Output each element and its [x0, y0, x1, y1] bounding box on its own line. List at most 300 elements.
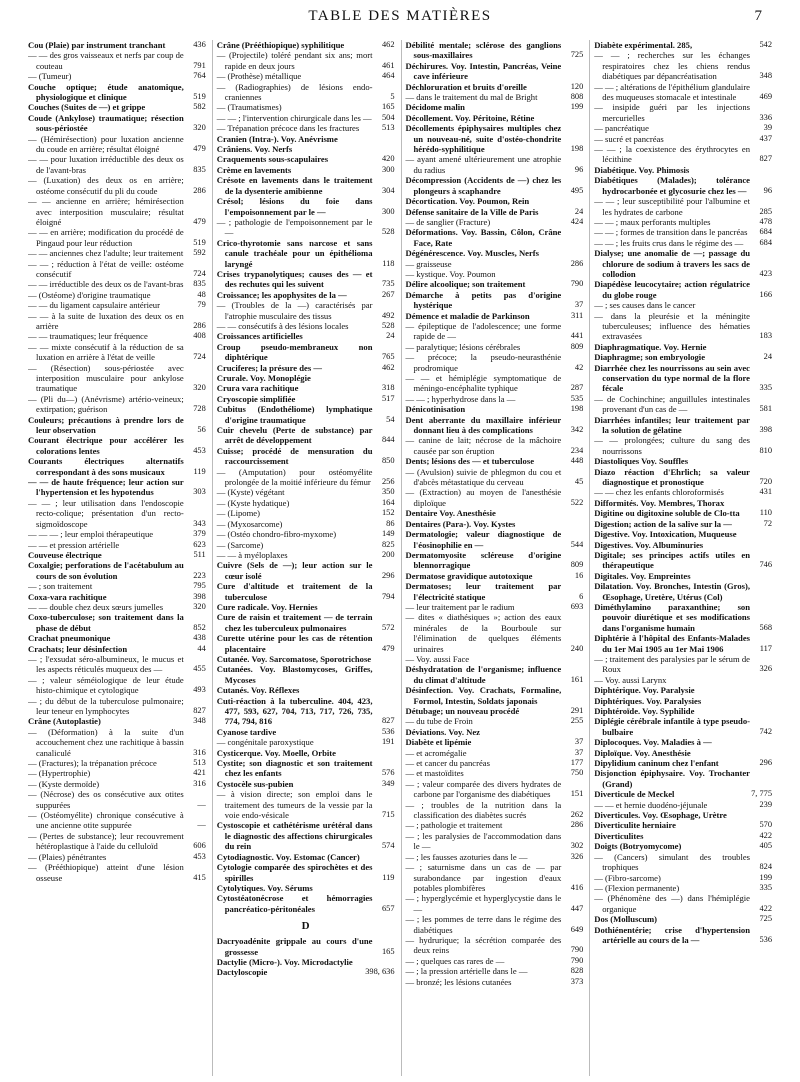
- index-entry-text: — épileptique de l'adolescence; une forme rapide de —: [405, 320, 562, 342]
- index-entry: [28, 435, 206, 456]
- index-entry-text: — — des gros vaisseaux et nerfs par coup de couteau: [28, 50, 184, 71]
- index-entry: [406, 342, 584, 352]
- index-entry-text: Cubitus (Endothéliome) lymphatique d'origine traumatique: [216, 404, 373, 425]
- index-entry-page: 408: [193, 331, 206, 341]
- index-entry-text: — canine de lait; nécrose de la mâchoire causée par son éruption: [405, 435, 562, 456]
- index-entry-page: 151: [570, 789, 584, 799]
- index-entry-text: — dans la pleurésie et la méningite tuberculeuses; influence des hématies extravasées: [594, 310, 750, 342]
- index-entry-page: 223: [193, 570, 206, 580]
- index-entry-page: 765: [381, 352, 395, 362]
- index-entry-text: Crâne (Autoplastie): [28, 716, 101, 727]
- index-entry-text: — (Flexion permanente): [594, 882, 680, 893]
- index-entry: [28, 113, 206, 134]
- page-number: 7: [754, 8, 762, 24]
- index-entry-text: Crâniens. Voy. Nerfs: [216, 144, 293, 155]
- index-entry-page: 286: [570, 258, 584, 268]
- index-entry-text: — paralytique; lésions cérébrales: [405, 341, 521, 352]
- index-entry-text: — — ; formes de transition dans le pancréas: [594, 227, 748, 238]
- index-entry: [28, 248, 206, 258]
- index-entry-text: Digitine ou digitoxine soluble de Clo-tta: [594, 508, 740, 519]
- index-entry: [406, 571, 584, 581]
- index-entry: [406, 196, 584, 206]
- index-entry-page: 199: [759, 872, 772, 882]
- index-entry-text: Dialyse; une anomalie de —; passage du chlorure de sodium à travers les sacs de collodion: [594, 248, 750, 279]
- index-entry: [28, 50, 206, 71]
- index-entry-page: 623: [193, 539, 206, 549]
- index-entry-page: 808: [570, 92, 584, 102]
- index-entry-text: — (Ostéo chondro-fibro-myxome): [216, 529, 337, 540]
- index-entry: [406, 956, 584, 966]
- index-entry: [594, 914, 772, 924]
- index-entry-page: 24: [574, 206, 584, 216]
- index-entry-page: 795: [193, 581, 206, 591]
- index-entry: [28, 175, 206, 196]
- index-entry: [28, 862, 206, 883]
- index-entry-page: 303: [193, 487, 206, 497]
- index-entry-text: Cure radicale. Voy. Hernies: [216, 601, 318, 612]
- index-entry-page: 285: [759, 206, 772, 216]
- index-entry: [217, 498, 395, 508]
- index-entry-text: — (Phénomène des —) dans l'hémiplégie organique: [594, 893, 750, 914]
- index-entry-page: 56: [197, 425, 206, 435]
- index-entry-page: 199: [570, 102, 584, 112]
- index-entry-text: Crico-thyrotomie sans narcose et sans canule trachéale pour un épithélioma laryngé: [216, 237, 373, 269]
- index-entry-page: 453: [193, 851, 206, 861]
- index-entry: [217, 363, 395, 373]
- index-entry-text: — kystique. Voy. Poumon: [405, 268, 496, 279]
- index-entry-text: — (Résection) sous-périostée avec interposition musculaire pour ankylose traumatique: [28, 362, 184, 394]
- index-entry-text: — — et hémiplégie symptomatique de méningo-encéphalite typhique: [405, 373, 562, 394]
- index-entry-page: 764: [193, 71, 206, 81]
- index-entry-text: — ; traitement des paralysies par le sérum de Roux: [594, 653, 750, 675]
- index-entry-page: 582: [193, 102, 206, 112]
- index-entry: [217, 862, 395, 883]
- index-entry: [217, 508, 395, 518]
- index-entry-page: 469: [759, 92, 772, 102]
- index-entry-page: 462: [381, 362, 395, 372]
- index-entry-page: 720: [759, 477, 772, 487]
- index-entry-page: 311: [570, 310, 584, 320]
- index-entry-text: — ; ses causes dans le cancer: [594, 300, 696, 311]
- index-entry: [594, 540, 772, 550]
- index-entry: [217, 269, 395, 290]
- index-entry: [28, 290, 206, 300]
- index-entry-text: Décollement. Voy. Péritoine, Rétine: [405, 112, 535, 123]
- index-entry-page: 200: [381, 549, 395, 559]
- index-entry: [28, 768, 206, 778]
- index-entry: [406, 550, 584, 571]
- index-entry: [217, 144, 395, 154]
- index-entry: [406, 259, 584, 269]
- index-entry-text: — (Avulsion) suivie de phlegmon du cou et d'abcès métastatique du cerveau: [405, 466, 562, 488]
- index-entry: [406, 779, 584, 800]
- index-entry-text: — (Luxation) des deux os en arrière; ostéome consécutif du pli du coude: [28, 175, 184, 196]
- index-entry: [406, 415, 584, 436]
- index-entry: [594, 300, 772, 310]
- index-entry-text: Digestive. Voy. Intoxication, Muqueuse: [594, 529, 737, 540]
- index-entry: [28, 581, 206, 591]
- page-title: TABLE DES MATIÈRES: [308, 8, 492, 24]
- index-entry: [217, 134, 395, 144]
- index-entry-text: — — ; leur utilisation dans l'endoscopie recto-colique; présentation d'un recto-sigmoïdoscope: [28, 497, 184, 529]
- index-entry-page: 568: [759, 622, 772, 632]
- index-entry-text: — Voy. aussi Face: [405, 653, 470, 664]
- index-entry-text: — congénitale paroxystique: [216, 737, 314, 748]
- index-entry-page: 326: [759, 664, 772, 674]
- index-entry-page: 827: [759, 154, 772, 164]
- index-entry-page: 96: [763, 185, 772, 195]
- index-entry-page: 240: [570, 643, 584, 653]
- index-entry-page: 318: [381, 383, 395, 393]
- index-entry: [406, 113, 584, 123]
- index-entry: [217, 529, 395, 539]
- index-entry-page: 536: [759, 934, 772, 944]
- index-entry-page: 715: [381, 810, 395, 820]
- index-columns: [28, 40, 772, 1076]
- index-entry-text: Détubage; un nouveau procédé: [405, 706, 520, 716]
- index-column-4: [589, 40, 772, 1076]
- index-entry: [217, 602, 395, 612]
- index-entry-page: 479: [193, 216, 206, 226]
- index-entry-text: — — ; la coexistence des érythrocytes en lécithine: [594, 144, 750, 165]
- index-entry-text: — — ; l'intervention chirurgicale dans les —: [216, 112, 372, 123]
- index-entry-text: Déviations. Voy. Nez: [405, 726, 480, 737]
- index-entry-page: 479: [193, 144, 206, 154]
- index-entry-page: 405: [759, 841, 772, 851]
- index-entry-text: — — pour luxation irréductible des deux os de l'avant-bras: [28, 154, 184, 175]
- index-entry: [28, 82, 206, 103]
- index-entry-text: Dermatose gravidique autotoxique: [405, 570, 533, 581]
- index-entry: [28, 758, 206, 768]
- index-entry: [217, 820, 395, 851]
- index-entry-text: — — irréductible des deux os de l'avant-bras: [28, 279, 184, 290]
- index-entry: [217, 758, 395, 779]
- index-entry: [594, 311, 772, 342]
- index-entry-text: Croissances artificielles: [216, 331, 303, 342]
- index-entry: [28, 529, 206, 539]
- index-entry-text: Cuisse; procédé de mensuration du raccourcissement: [216, 445, 373, 467]
- index-entry: [217, 540, 395, 550]
- index-entry-page: 398: [759, 425, 772, 435]
- index-entry: [217, 321, 395, 331]
- index-entry-text: Doigts (Botryomycome): [594, 841, 682, 852]
- index-entry: [28, 654, 206, 675]
- index-entry-page: 117: [759, 643, 772, 653]
- index-entry: [594, 40, 772, 50]
- index-entry-page: 462: [381, 40, 395, 49]
- index-entry-text: — (Plaies) pénétrantes: [28, 851, 107, 862]
- index-entry: [28, 415, 206, 436]
- index-entry: [217, 425, 395, 446]
- index-entry-text: — — ancienne en arrière; hémirésection avec interposition musculaire; résultat éloigné: [28, 196, 184, 227]
- index-entry-text: Couveuse électrique: [28, 549, 102, 560]
- index-entry: [217, 664, 395, 685]
- index-entry-text: Diapédèse leucocytaire; action régulatrice du globe rouge: [594, 279, 750, 300]
- index-entry-text: Cuti-réaction à la tuberculine. 404, 423, 477, 593, 627, 704, 713, 717, 726, 735, 774, 794, 816: [216, 695, 373, 727]
- index-entry: [28, 540, 206, 550]
- index-entry-page: 119: [382, 872, 395, 882]
- index-entry-text: — ; l'exsudat séro-albumineux, le mucus et les aspects réticulés muqueux des —: [28, 653, 184, 675]
- index-entry-page: 164: [381, 497, 395, 507]
- index-entry-text: — ; hyperglycémie et hyperglycystie dans le —: [405, 893, 562, 914]
- index-entry-page: 431: [759, 487, 772, 497]
- index-entry: [406, 768, 584, 778]
- index-entry: [594, 227, 772, 237]
- index-entry-page: 606: [193, 841, 206, 851]
- index-entry-page: 7, 775: [751, 789, 772, 799]
- index-entry: [217, 102, 395, 112]
- index-entry-text: — — et pression artérielle: [28, 539, 120, 550]
- index-entry-text: Diastoliques Voy. Souffles: [594, 456, 689, 467]
- index-entry-text: Débilité mentale; sclérose des ganglions sous-maxillaires: [405, 40, 562, 61]
- index-entry: [217, 217, 395, 238]
- index-entry: [594, 696, 772, 706]
- index-entry: [217, 50, 395, 71]
- page-header: [0, 8, 800, 30]
- index-entry-text: Couleurs; précautions à prendre lors de leur observation: [28, 414, 184, 436]
- index-entry-page: 657: [381, 903, 395, 913]
- index-entry: [217, 685, 395, 695]
- index-entry-text: — ; les fausses azoturies dans le —: [405, 851, 528, 862]
- index-entry-page: 416: [570, 882, 584, 892]
- index-entry-text: Dents; lésions des — et tuberculose: [405, 456, 535, 467]
- index-entry: [594, 279, 772, 300]
- index-entry: [406, 800, 584, 821]
- index-entry: [406, 664, 584, 685]
- index-entry-page: 810: [759, 445, 772, 455]
- index-entry-text: Curette utérine pour les cas de rétention placentaire: [216, 633, 373, 654]
- index-entry: [594, 519, 772, 529]
- index-entry-text: Couche optique; étude anatomique, physiologique et clinique: [28, 81, 184, 103]
- index-entry: [406, 279, 584, 289]
- index-entry-page: 287: [570, 383, 584, 393]
- index-entry: [406, 102, 584, 112]
- index-entry-text: — et acromégalie: [405, 747, 467, 758]
- index-entry-text: — (Nécrose) des os consécutive aux otites suppurées: [28, 789, 184, 810]
- index-entry: [406, 352, 584, 373]
- index-entry-text: — du tube de Froin: [405, 716, 473, 727]
- index-entry-page: 421: [193, 768, 206, 778]
- index-entry: [217, 550, 395, 560]
- index-entry-text: Cranien (Intra-). Voy. Anévrisme: [216, 133, 338, 144]
- index-entry-text: — insipide guéri par les injections mercurielles: [594, 102, 750, 123]
- index-entry-text: Dentaire Voy. Anesthésie: [405, 508, 496, 519]
- index-entry: [406, 40, 584, 61]
- index-entry: [594, 498, 772, 508]
- index-entry: [406, 893, 584, 914]
- index-entry: [217, 196, 395, 217]
- index-entry-text: — — à myéloplaxes: [216, 549, 288, 560]
- index-entry: [217, 893, 395, 914]
- index-entry: [594, 238, 772, 248]
- index-entry-text: Diphtérie à l'hôpital des Enfants-Malades du 1er Mai 1905 au 1er Mai 1906: [594, 633, 750, 654]
- index-entry-text: Disjonction épiphysaire. Voy. Trochanter (Grand): [594, 768, 750, 789]
- index-entry-page: 649: [570, 924, 584, 934]
- index-entry-text: Cou (Plaie) par instrument tranchant: [28, 40, 166, 50]
- index-entry-text: Décompression (Accidents de —) chez les plongeurs à scaphandre: [405, 175, 562, 196]
- index-entry-page: 504: [381, 112, 395, 122]
- index-entry-text: Coxo-tuberculose; son traitement dans la phase de début: [28, 612, 184, 633]
- index-entry-text: Cytolytiques. Voy. Sérums: [216, 882, 313, 893]
- index-entry-text: Crurale. Voy. Monoplégie: [216, 373, 311, 383]
- index-entry-text: Diverticulites: [594, 830, 644, 841]
- index-entry-page: 495: [570, 185, 584, 195]
- index-entry: [217, 779, 395, 789]
- index-entry: [217, 373, 395, 383]
- index-entry: [28, 40, 206, 50]
- index-entry: [406, 248, 584, 258]
- index-entry: [217, 883, 395, 893]
- index-entry-text: — (Ostéome) d'origine traumatique: [28, 289, 151, 300]
- index-entry-text: — ; valeur comparée des divers hydrates de carbone par l'organisme des diabétiques: [405, 778, 562, 800]
- index-entry-page: 234: [570, 445, 584, 455]
- index-entry: [594, 508, 772, 518]
- index-entry-text: — (Tumeur): [28, 71, 72, 82]
- index-entry-text: — ; quelques cas rares de —: [405, 955, 505, 966]
- index-entry: [28, 696, 206, 717]
- index-entry-text: — (Troubles de la —) caractérisés par l'atrophie musculaire des tissus: [216, 300, 373, 321]
- index-entry-text: — — ; maux perforants multiples: [594, 216, 711, 227]
- index-entry-page: 728: [193, 404, 206, 414]
- index-entry-text: Diverticulite herniaire: [594, 820, 676, 831]
- index-entry-page: 436: [193, 40, 206, 49]
- index-entry-text: — pancréatique: [594, 123, 649, 134]
- index-entry: [28, 102, 206, 112]
- index-entry-text: — (Prééthiopique) atteint d'une lésion osseuse: [28, 862, 184, 883]
- index-entry-text: Dent aberrante du maxillaire inférieur donnant lieu à des complications: [405, 414, 562, 436]
- index-entry-page: 300: [381, 206, 395, 216]
- index-entry-page: 326: [570, 851, 584, 861]
- index-entry-page: 335: [759, 882, 772, 892]
- index-entry-text: Crachat pneumonique: [28, 633, 111, 644]
- index-entry-page: 286: [193, 320, 206, 330]
- index-entry: [217, 654, 395, 664]
- index-entry-page: 461: [381, 60, 395, 70]
- index-entry: [594, 415, 772, 436]
- index-entry-page: 479: [381, 643, 395, 653]
- index-entry-page: 39: [763, 123, 772, 133]
- index-entry-text: Courant électrique pour accélérer les colorations lentes: [28, 435, 184, 456]
- index-entry-page: 725: [759, 914, 772, 924]
- index-entry-text: Digitales. Voy. Empreintes: [594, 570, 691, 581]
- index-entry-page: 320: [193, 123, 206, 133]
- index-entry-page: 750: [570, 768, 584, 778]
- index-entry-page: 437: [759, 133, 772, 143]
- index-entry-page: 79: [197, 300, 206, 310]
- index-entry-text: Coxa-vara rachitique: [28, 591, 107, 602]
- index-entry: [406, 685, 584, 706]
- index-entry-page: 735: [381, 279, 395, 289]
- index-entry-text: Cryoscopie simplifiée: [216, 393, 296, 404]
- index-entry-text: Cuivre (Sels de —); leur action sur le cœur isolé: [216, 560, 373, 581]
- index-entry-text: — (Radiographies) de lésions endo-craniennes: [216, 81, 373, 103]
- index-entry: [594, 716, 772, 737]
- index-entry-text: Cutanées. Voy. Blastomycoses, Griffes, Mycoses: [216, 664, 373, 685]
- index-entry-text: Diabète et lipémie: [405, 737, 472, 748]
- index-entry: [594, 435, 772, 456]
- index-entry-text: — sucré et pancréas: [594, 133, 664, 144]
- index-entry: [217, 300, 395, 321]
- index-entry-page: 513: [193, 758, 206, 768]
- index-entry-text: Diabétiques (Malades); tolérance hydrocarbonée et glycosurie chez les —: [594, 175, 750, 196]
- index-entry-text: — (Amputation) pour ostéomyélite prolongée de la moitié inférieure du fémur: [216, 466, 373, 488]
- index-entry-page: 574: [381, 841, 395, 851]
- index-entry-page: 825: [381, 539, 395, 549]
- index-entry-text: — (Sarcome): [216, 539, 264, 550]
- index-entry-text: — hydrurique; la sécrétion comparée des deux reins: [405, 934, 562, 956]
- index-entry-text: Diabète expérimental. 285,: [594, 40, 693, 50]
- index-entry: [594, 748, 772, 758]
- index-entry-page: 166: [759, 289, 772, 299]
- index-entry-page: 581: [759, 404, 772, 414]
- index-entry: [217, 331, 395, 341]
- index-entry: [594, 841, 772, 851]
- index-entry: [406, 914, 584, 935]
- index-entry-page: 152: [381, 508, 395, 518]
- index-entry-text: — ; son traitement: [28, 581, 93, 592]
- index-entry-page: 827: [381, 716, 395, 726]
- index-entry: [28, 71, 206, 81]
- index-entry-text: — (Fibro-sarcome): [594, 872, 661, 883]
- index-entry-page: 24: [386, 331, 395, 341]
- index-entry-text: Démence et maladie de Parkinson: [405, 310, 530, 321]
- index-entry-page: 72: [763, 518, 772, 528]
- index-entry-text: — — double chez deux sœurs jumelles: [28, 601, 164, 612]
- index-entry-page: 453: [193, 445, 206, 455]
- index-entry-text: — — ; leur susceptibilité pour l'albumine et les hydrates de carbone: [594, 196, 750, 217]
- index-entry: [217, 467, 395, 488]
- index-entry-text: Courants électriques alternatifs correspondant à des sons musicaux: [28, 456, 184, 477]
- index-entry: [594, 581, 772, 602]
- index-entry-text: Difformités. Voy. Membres, Thorax: [594, 497, 725, 508]
- index-entry: [406, 227, 584, 248]
- index-entry-text: — et cancer du pancréas: [405, 758, 490, 769]
- index-entry: [217, 612, 395, 633]
- index-entry-text: Digestives. Voy. Albuminuries: [594, 539, 704, 550]
- index-entry-page: 493: [193, 685, 206, 695]
- index-entry: [406, 487, 584, 508]
- index-entry-text: Déchirures. Voy. Intestin, Pancréas, Veine cave inférieure: [405, 60, 562, 82]
- index-entry: [217, 394, 395, 404]
- index-entry-page: 725: [570, 50, 584, 60]
- index-entry-page: 349: [381, 778, 395, 788]
- index-entry-page: 809: [570, 560, 584, 570]
- index-entry: [406, 519, 584, 529]
- index-entry: [594, 175, 772, 196]
- index-entry-text: Dacryoadénite grippale au cours d'une grossesse: [216, 936, 373, 957]
- index-entry: [406, 207, 584, 217]
- index-entry-text: — (Projectile) toléré pendant six ans; mort rapide en deux jours: [216, 50, 373, 71]
- index-entry-text: Diplocoques. Voy. Maladies à —: [594, 737, 712, 748]
- index-entry-text: — leur traitement par le radium: [405, 601, 515, 612]
- index-entry-page: 165: [381, 946, 395, 956]
- index-entry-text: — — ; hyperhydrose dans la —: [405, 393, 516, 404]
- index-entry: [594, 467, 772, 488]
- index-entry-text: — — du ligament capsulaire antérieur: [28, 300, 160, 311]
- index-entry: [217, 404, 395, 425]
- index-entry-text: — (Fractures); la trépanation précoce: [28, 758, 157, 769]
- index-entry-text: — — et hernie duodéno-jéjunale: [594, 799, 708, 810]
- index-entry-page: 37: [574, 747, 584, 757]
- index-entry-page: 379: [193, 529, 206, 539]
- index-entry-text: — (Ostéomyélite) chronique consécutive à une ancienne otite suppurée: [28, 810, 184, 831]
- index-entry: [28, 154, 206, 175]
- index-entry: [28, 633, 206, 643]
- index-entry: [217, 936, 395, 957]
- index-entry-text: Déchloruration et bruits d'oreille: [405, 81, 527, 92]
- index-entry-text: — ; valeur séméiologique de leur étude histo-chimique et cytologique: [28, 674, 184, 696]
- index-entry-text: — ; pathologie et traitement: [405, 820, 503, 831]
